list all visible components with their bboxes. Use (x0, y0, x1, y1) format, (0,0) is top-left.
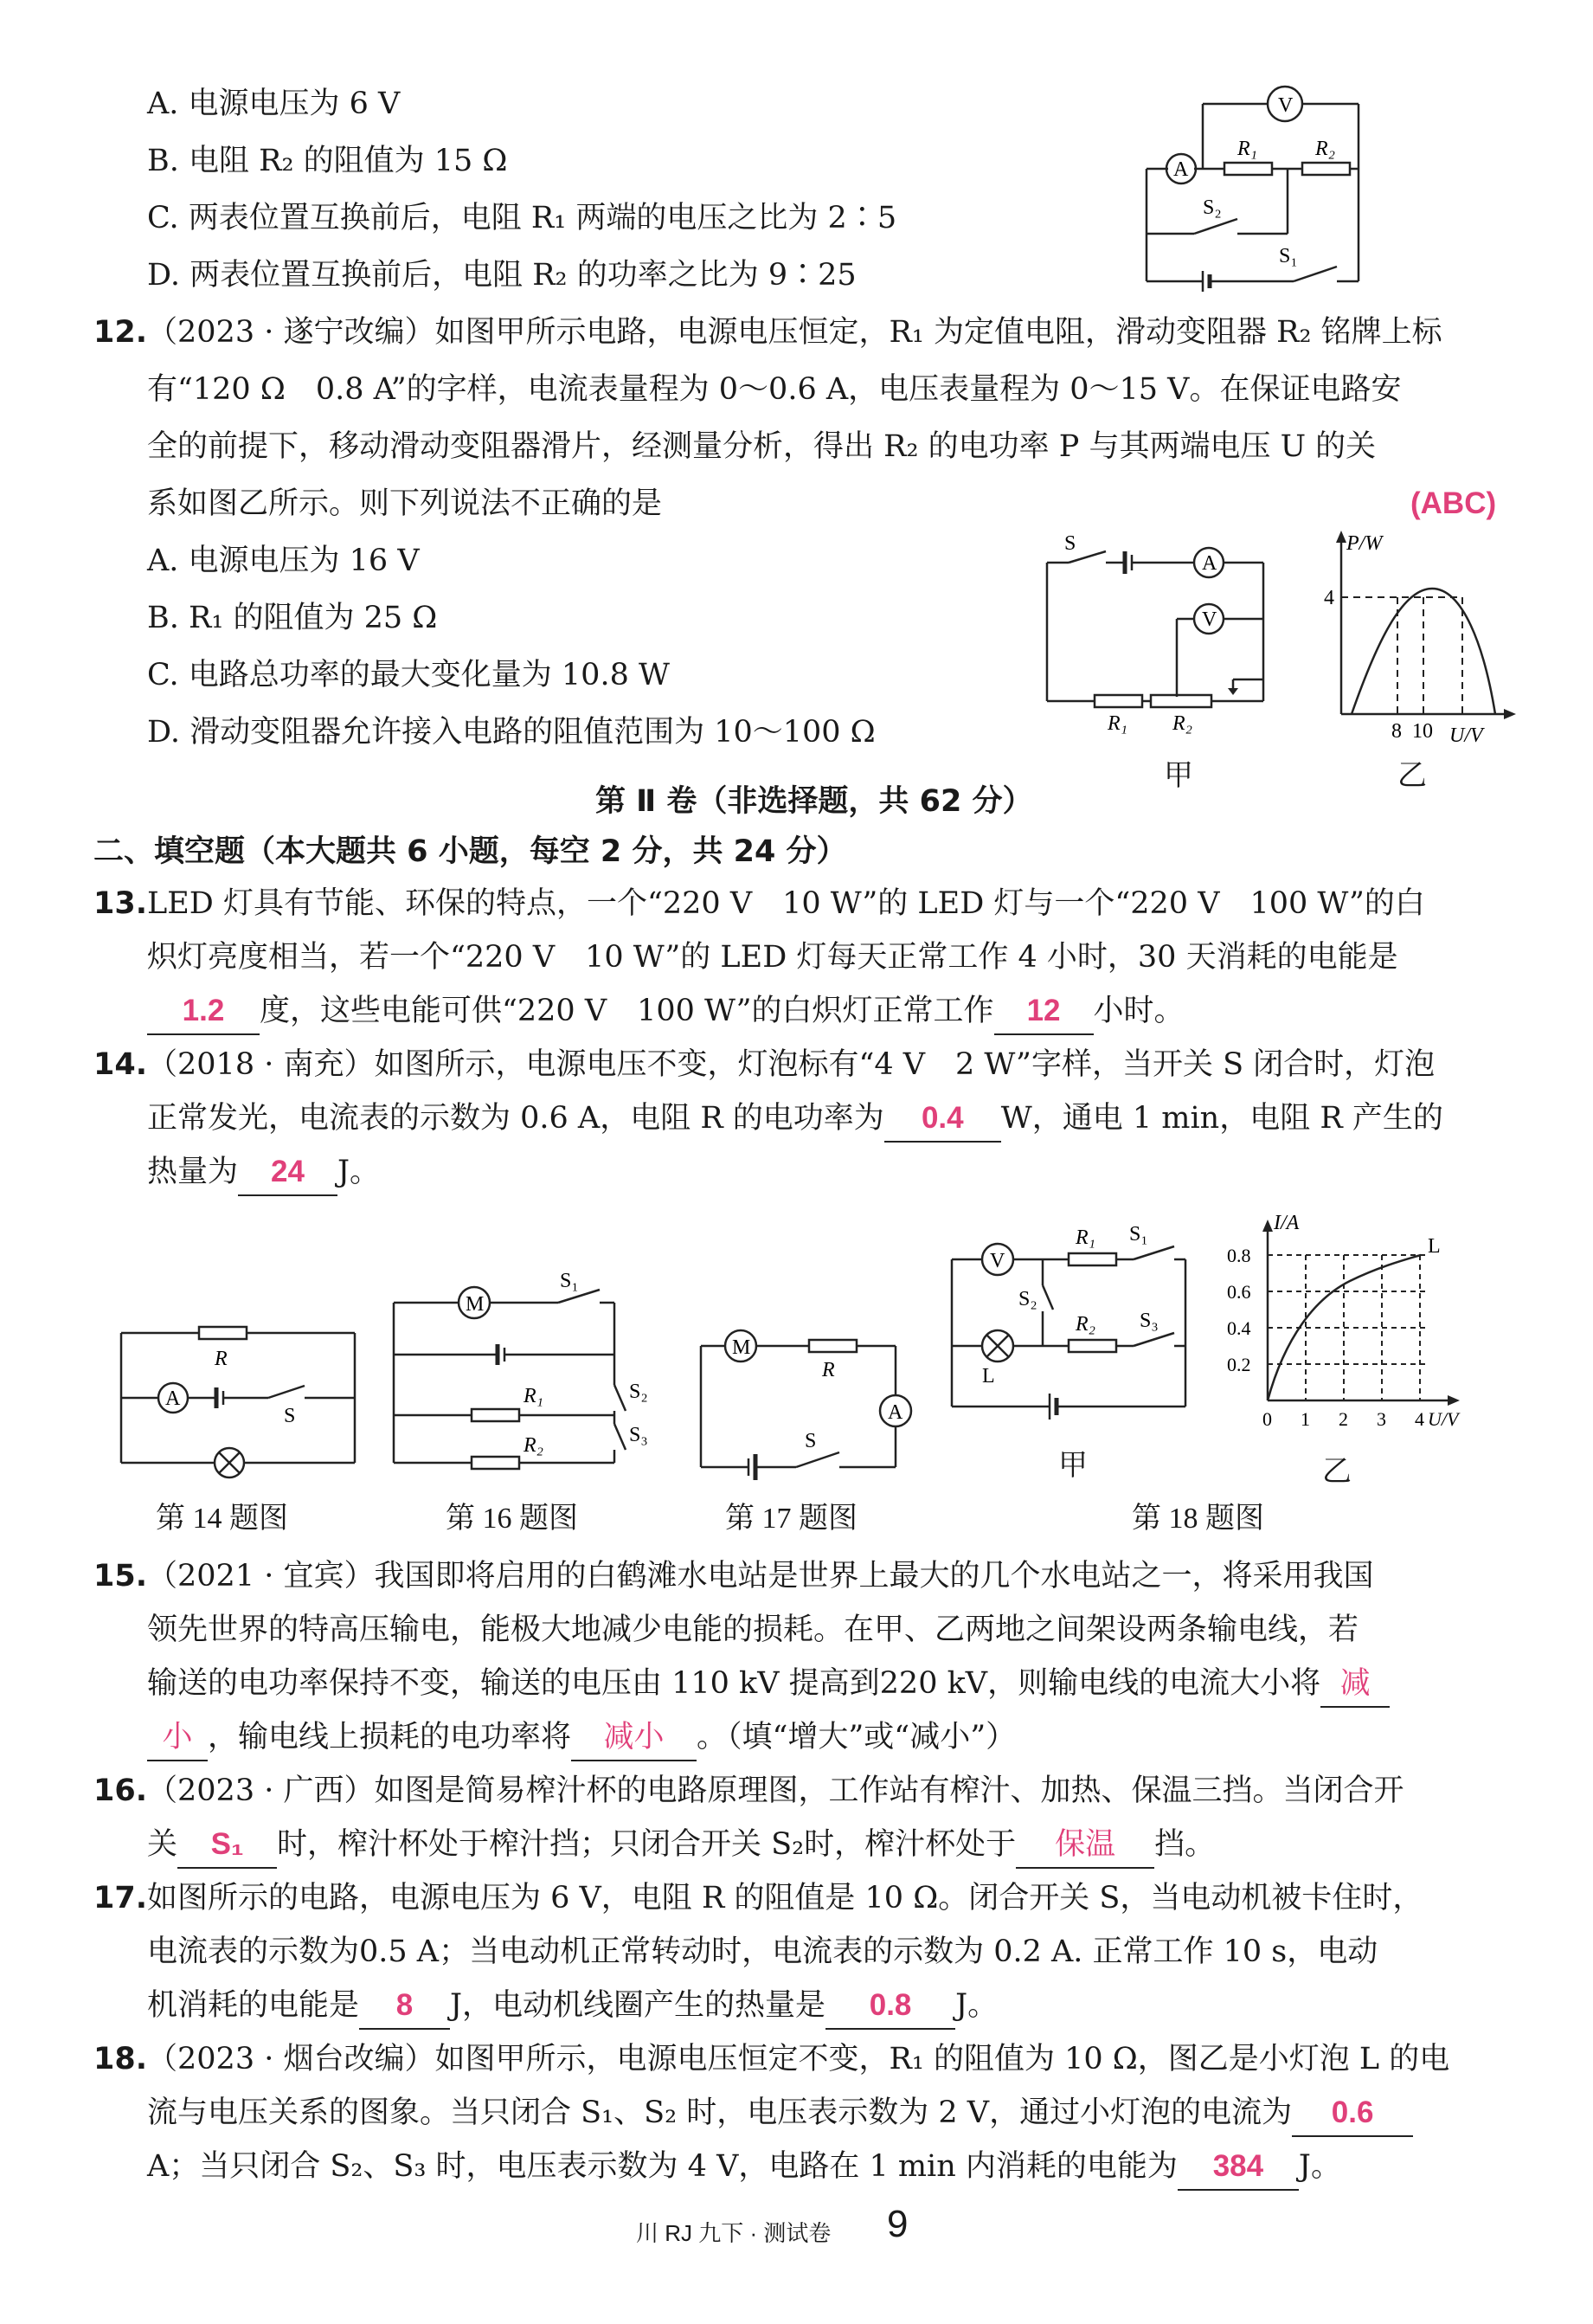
q17-line2: 电流表的示数为0.5 A；当电动机正常转动时，电流表的示数为 0.2 A. 正常工作 10 s，电动 (147, 1935, 1378, 1969)
q14-r-label: R (215, 1348, 228, 1370)
q18-line1: 18.（2023 · 烟台改编）如图甲所示，电源电压恒定不变，R₁ 的阻值为 10 Ω，图乙是小灯泡 L 的电 (93, 2042, 1450, 2076)
q17-number: 17. (93, 1881, 148, 1915)
q11-s2-label: S₂ (1203, 196, 1222, 219)
q12-line4: 系如图乙所示。则下列说法不正确的是 (147, 486, 663, 521)
q11-voltmeter-label: V (1278, 94, 1294, 117)
q16-line2: 关 S₁ 时，榨汁杯处于榨汁挡；只闭合开关 S₂时，榨汁杯处于 保温 挡。 (147, 1822, 1215, 1869)
q18-answer-2: 384 (1178, 2144, 1299, 2191)
q18-graph-xtick-2: 2 (1339, 1408, 1348, 1430)
q14-ammeter-label: A (165, 1387, 181, 1410)
q14-answer-1: 0.4 (884, 1096, 1001, 1143)
q13-line3: 1.2 度，这些电能可供“220 V 100 W”的白炽灯正常工作 12 小时。 (147, 988, 1185, 1035)
q15-answer-2: 减小 (571, 1715, 697, 1761)
q16-motor-label: M (466, 1293, 485, 1316)
q12-option-b: B. R₁ 的阻值为 25 Ω (147, 601, 438, 635)
q16-s2-label: S₂ (629, 1381, 648, 1403)
q12-graph-xtick-8: 8 (1391, 720, 1402, 743)
q16-s1-label: S₁ (560, 1270, 579, 1292)
q13-line2: 炽灯亮度相当，若一个“220 V 10 W”的 LED 灯每天正常工作 4 小时，30 天消耗的电能是 (147, 940, 1398, 975)
q14-circuit-diagram (112, 1311, 363, 1484)
q14-line2: 正常发光，电流表的示数为 0.6 A，电阻 R 的电功率为 0.4 W，通电 1 min，电阻 R 产生的 (147, 1096, 1443, 1143)
q14-answer-2: 24 (238, 1149, 337, 1196)
q18-r2-label: R₂ (1076, 1313, 1096, 1336)
q13-answer-2: 12 (994, 988, 1094, 1035)
q15-line1: 15.（2021 · 宜宾）我国即将启用的白鹤滩水电站是世界上最大的几个水电站之一，将采用我国 (93, 1559, 1374, 1593)
q18-caption-jia: 甲 (1058, 1450, 1088, 1482)
q12-power-voltage-graph (1315, 524, 1523, 753)
q12-option-d: D. 滑动变阻器允许接入电路的阻值范围为 10～100 Ω (147, 715, 876, 750)
q18-number: 18. (93, 2042, 148, 2076)
q17-line3: 机消耗的电能是 8 J，电动机线圈产生的热量是 0.8 J。 (147, 1983, 998, 2030)
q18-line2: 流与电压关系的图象。当只闭合 S₁、S₂ 时，电压表示数为 2 V，通过小灯泡的电流为 0.6 (147, 2090, 1413, 2137)
q18-current-voltage-graph (1220, 1207, 1471, 1441)
q16-line1: 16.（2023 · 广西）如图是简易榨汁杯的电路原理图，工作站有榨汁、加热、保温三挡。当闭合开 (93, 1774, 1404, 1808)
q12-graph-xtick-10: 10 (1412, 720, 1433, 743)
q17-caption: 第 17 题图 (725, 1503, 858, 1535)
q12-ammeter-label: A (1202, 552, 1217, 575)
q18-circuit-diagram (939, 1216, 1198, 1428)
q18-caption-yi: 乙 (1322, 1456, 1352, 1488)
q11-option-c: C. 两表位置互换前后，电阻 R₁ 两端的电压之比为 2∶5 (147, 201, 897, 235)
q17-circuit-diagram (692, 1324, 922, 1489)
q12-option-c: C. 电路总功率的最大变化量为 10.8 W (147, 658, 670, 692)
q12-line3: 全的前提下，移动滑动变阻器滑片，经测量分析，得出 R₂ 的电功率 P 与其两端电压 U 的关 (147, 429, 1377, 464)
q11-r1-label: R₁ (1237, 138, 1258, 160)
q11-ammeter-label: A (1173, 158, 1189, 181)
q11-option-a: A. 电源电压为 6 V (147, 87, 401, 121)
q11-r2-label: R₂ (1315, 138, 1336, 160)
q11-s1-label: S₁ (1279, 245, 1298, 267)
q17-answer-2: 0.8 (825, 1983, 955, 2030)
q13-number: 13. (93, 886, 148, 921)
q15-number: 15. (93, 1559, 148, 1593)
q12-graph-ylabel: P/W (1346, 532, 1383, 555)
q18-voltmeter-label: V (990, 1250, 1005, 1272)
q11-circuit-diagram (1116, 82, 1376, 294)
q16-number: 16. (93, 1774, 148, 1808)
q18-s1-label: S₁ (1129, 1223, 1148, 1246)
q18-graph-xtick-3: 3 (1377, 1408, 1386, 1430)
q12-line1: 12.（2023 · 遂宁改编）如图甲所示电路，电源电压恒定，R₁ 为定值电阻，滑动变阻器 R₂ 铭牌上标 (93, 315, 1442, 350)
q12-r1-label: R₁ (1108, 712, 1128, 735)
q17-motor-label: M (732, 1336, 751, 1359)
q14-line3: 热量为 24 J。 (147, 1149, 380, 1196)
q12-circuit-diagram (1038, 532, 1289, 749)
q17-ammeter-label: A (888, 1401, 903, 1424)
q16-answer-1: S₁ (177, 1822, 277, 1869)
q12-voltmeter-label: V (1202, 608, 1217, 631)
q15-answer-1-part1: 减 (1320, 1661, 1390, 1708)
q11-option-d: D. 两表位置互换前后，电阻 R₂ 的功率之比为 9∶25 (147, 258, 857, 293)
q18-graph-xtick-1: 1 (1301, 1408, 1310, 1430)
q12-option-a: A. 电源电压为 16 V (147, 544, 420, 578)
q18-graph-ytick-0.6: 0.6 (1227, 1281, 1251, 1303)
q18-graph-xtick-0: 0 (1262, 1408, 1272, 1430)
q12-caption-jia: 甲 (1164, 760, 1193, 792)
q18-graph-xtick-4: 4 (1415, 1408, 1424, 1430)
q17-r-label: R (822, 1359, 835, 1381)
q14-line1: 14.（2018 · 南充）如图所示，电源电压不变，灯泡标有“4 V 2 W”字样，当开关 S 闭合时，灯泡 (93, 1047, 1436, 1082)
q18-line3: A；当只闭合 S₂、S₃ 时，电压表示数为 4 V，电路在 1 min 内消耗的电能为 384 J。 (147, 2144, 1341, 2191)
q18-lamp-label: L (982, 1365, 995, 1387)
section2-title: 第 Ⅱ 卷（非选择题，共 62 分） (595, 784, 1033, 819)
q16-r1-label: R₁ (524, 1385, 544, 1407)
q12-r2-label: R₂ (1172, 712, 1193, 735)
q17-s-label: S (805, 1430, 817, 1452)
q15-line4: 小 ，输电线上损耗的电功率将 减小 。（填“增大”或“减小”） (147, 1715, 1016, 1761)
q12-line2: 有“120 Ω 0.8 A”的字样，电流表量程为 0～0.6 A，电压表量程为 0～15 V。在保证电路安 (147, 372, 1402, 407)
q18-graph-ytick-0.2: 0.2 (1227, 1354, 1251, 1375)
q17-answer-1: 8 (359, 1983, 450, 2030)
q15-answer-1-part2: 小 (147, 1715, 208, 1761)
q13-line1: 13.LED 灯具有节能、环保的特点，一个“220 V 10 W”的 LED 灯与一个“220 V 100 W”的白 (93, 886, 1425, 921)
q18-caption: 第 18 题图 (1132, 1503, 1264, 1535)
q12-answer: (ABC) (1410, 486, 1497, 520)
q18-graph-ylabel: I/A (1274, 1212, 1300, 1234)
fill-blank-header: 二、填空题（本大题共 6 小题，每空 2 分，共 24 分） (93, 834, 847, 869)
q12-caption-yi: 乙 (1397, 760, 1427, 792)
q18-graph-ytick-0.8: 0.8 (1227, 1245, 1251, 1266)
footer-text: 川 RJ 九下 · 测试卷 (636, 2220, 832, 2246)
q16-r2-label: R₂ (524, 1434, 544, 1457)
q18-graph-ytick-0.4: 0.4 (1227, 1317, 1251, 1339)
q17-line1: 17.如图所示的电路，电源电压为 6 V，电阻 R 的阻值是 10 Ω。闭合开关 S，当电动机被卡住时， (93, 1881, 1423, 1915)
q18-s2-label: S₂ (1018, 1288, 1037, 1310)
q16-caption: 第 16 题图 (446, 1503, 578, 1535)
q11-option-b: B. 电阻 R₂ 的阻值为 15 Ω (147, 144, 508, 178)
q13-answer-1: 1.2 (147, 988, 260, 1035)
q18-graph-curve-label: L (1428, 1235, 1441, 1258)
q12-graph-xlabel: U/V (1449, 724, 1483, 747)
q18-answer-1: 0.6 (1292, 2090, 1413, 2137)
q15-line3: 输送的电功率保持不变，输送的电压由 110 kV 提高到220 kV，则输电线的电流大小将 减 (147, 1661, 1390, 1708)
page-number: 9 (887, 2203, 909, 2245)
q16-s3-label: S₃ (629, 1424, 648, 1446)
q18-s3-label: S₃ (1140, 1310, 1159, 1332)
q14-number: 14. (93, 1047, 148, 1082)
q14-s-label: S (284, 1405, 296, 1427)
q18-graph-xlabel: U/V (1428, 1408, 1459, 1430)
q15-line2: 领先世界的特高压输电，能极大地减少电能的损耗。在甲、乙两地之间架设两条输电线，若 (147, 1613, 1359, 1647)
q12-s-label: S (1064, 532, 1076, 555)
q12-number: 12. (93, 315, 148, 350)
q16-circuit-diagram (385, 1268, 662, 1484)
q18-r1-label: R₁ (1076, 1226, 1096, 1249)
q14-caption: 第 14 题图 (156, 1503, 288, 1535)
q16-answer-2: 保温 (1016, 1822, 1154, 1869)
q12-graph-ytick: 4 (1324, 587, 1334, 609)
